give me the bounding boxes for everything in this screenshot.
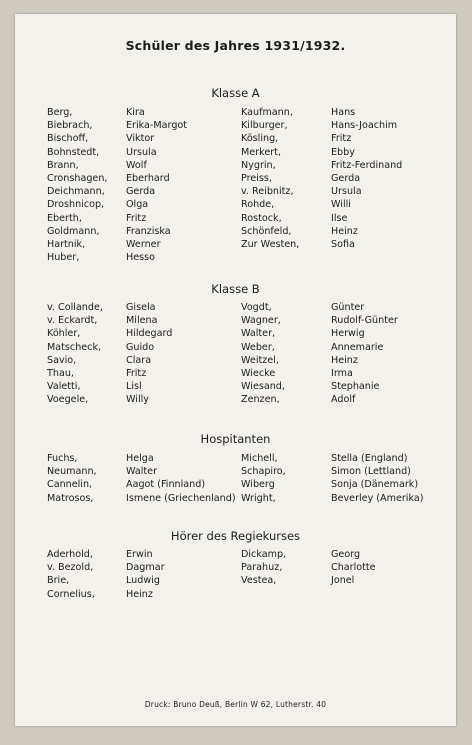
- surname: Vestea,: [241, 575, 277, 587]
- klasse-b-right-list: [241, 301, 431, 407]
- surname: Voegele,: [47, 394, 89, 406]
- name-entry: [47, 380, 221, 393]
- first-name: Hans-Joachim: [331, 120, 398, 132]
- first-name: Willy: [126, 394, 149, 406]
- section-heading-klasse-b: Klasse B: [211, 282, 260, 296]
- surname: Thau,: [47, 367, 74, 379]
- section-heading-hospitanten: Hospitanten: [200, 432, 271, 446]
- name-entry: [241, 341, 431, 354]
- first-name: Fritz-Ferdinand: [331, 159, 403, 171]
- first-name: Gisela: [126, 302, 156, 313]
- surname: Dickamp,: [241, 549, 287, 560]
- surname: Parahuz,: [241, 562, 283, 574]
- surname: v. Bezold,: [47, 562, 94, 574]
- name-entry: [47, 172, 221, 185]
- surname: Schapiro,: [241, 466, 286, 478]
- name-entry: [47, 393, 221, 406]
- surname: Michell,: [241, 453, 278, 464]
- surname: Droshnicop,: [47, 199, 105, 211]
- surname: Eberth,: [47, 212, 82, 224]
- name-entry: [241, 172, 431, 185]
- surname: Walter,: [241, 328, 276, 340]
- name-entry: [241, 238, 431, 251]
- name-entry: [241, 132, 431, 145]
- name-entry: [241, 301, 431, 314]
- name-entry: [241, 452, 431, 465]
- first-name: Erika-Margot: [126, 120, 188, 132]
- surname: Kilburger,: [241, 120, 288, 132]
- surname: Neumann,: [47, 466, 97, 478]
- name-entry: [241, 574, 431, 587]
- name-entry: [241, 465, 431, 478]
- name-entry: [47, 548, 221, 561]
- surname: Brann,: [47, 159, 79, 171]
- first-name: Hans: [331, 107, 356, 118]
- name-entry: [241, 212, 431, 225]
- name-entry: [47, 561, 221, 574]
- first-name: Kira: [126, 107, 145, 118]
- regiekurs-left-list: [47, 548, 221, 601]
- first-name: Beverley (Amerika): [331, 492, 424, 504]
- surname: Wiecke: [241, 367, 276, 379]
- first-name: Irma: [331, 367, 353, 379]
- surname: Kaufmann,: [241, 107, 293, 118]
- first-name: Simon (Lettland): [331, 466, 411, 478]
- first-name: Sonja (Dänemark): [331, 479, 419, 491]
- name-entry: [241, 380, 431, 393]
- name-entry: [241, 159, 431, 172]
- first-name: Charlotte: [331, 562, 376, 574]
- surname: Hartnik,: [47, 238, 86, 250]
- surname: Wiesand,: [241, 381, 285, 393]
- first-name: Walter: [126, 466, 158, 478]
- name-entry: [241, 146, 431, 159]
- surname: Bohnstedt,: [47, 146, 100, 158]
- surname: Zur Westen,: [241, 238, 300, 250]
- first-name: Clara: [126, 354, 152, 366]
- section-heading-regiekurs: Hörer des Regiekurses: [170, 529, 301, 543]
- name-entry: [47, 327, 221, 340]
- surname: Cannelin,: [47, 479, 93, 491]
- surname: Goldmann,: [47, 225, 100, 237]
- name-entry: [47, 106, 221, 119]
- surname: Merkert,: [241, 146, 281, 158]
- surname: Wright,: [241, 492, 276, 504]
- first-name: Adolf: [331, 394, 356, 406]
- document-sheet: [15, 14, 456, 726]
- surname: Kösling,: [241, 133, 279, 145]
- klasse-a-right-list: [241, 106, 431, 251]
- name-entry: [241, 225, 431, 238]
- name-entry: [47, 341, 221, 354]
- first-name: Gerda: [331, 172, 361, 184]
- document-title: Schüler des Jahres 1931/1932.: [125, 38, 346, 53]
- surname: Fuchs,: [47, 453, 78, 464]
- name-entry: [47, 452, 221, 465]
- first-name: Heinz: [331, 225, 358, 237]
- name-entry: [241, 561, 431, 574]
- name-entry: [47, 301, 221, 314]
- surname: Valetti,: [47, 381, 81, 393]
- first-name: Stephanie: [331, 381, 380, 393]
- name-entry: [241, 119, 431, 132]
- first-name: Gerda: [126, 186, 156, 198]
- name-entry: [241, 393, 431, 406]
- first-name: Milena: [126, 315, 158, 327]
- surname: Brie,: [47, 575, 70, 587]
- surname: Vogdt,: [241, 302, 272, 313]
- name-entry: [47, 119, 221, 132]
- first-name: Heinz: [126, 588, 153, 600]
- name-entry: [47, 492, 236, 505]
- surname: Wagner,: [241, 315, 281, 327]
- regiekurs-right-list: [241, 548, 431, 588]
- first-name: Ursula: [331, 186, 362, 198]
- name-entry: [47, 225, 221, 238]
- hospitanten-right-list: [241, 452, 431, 505]
- first-name: Rudolf-Günter: [331, 315, 398, 327]
- name-entry: [47, 132, 221, 145]
- name-entry: [47, 367, 221, 380]
- first-name: Georg: [331, 549, 361, 560]
- name-entry: [241, 367, 431, 380]
- name-entry: [47, 159, 221, 172]
- first-name: Fritz: [126, 212, 147, 224]
- first-name: Hesso: [126, 252, 155, 264]
- first-name: Ismene (Griechenland): [126, 492, 236, 504]
- name-entry: [241, 314, 431, 327]
- name-entry: [241, 548, 431, 561]
- name-entry: [47, 465, 221, 478]
- first-name: Guido: [126, 341, 155, 353]
- first-name: Ursula: [126, 146, 157, 158]
- surname: Matscheck,: [47, 341, 102, 353]
- surname: Rostock,: [241, 212, 282, 224]
- first-name: Heinz: [331, 354, 358, 366]
- first-name: Helga: [126, 453, 154, 464]
- first-name: Annemarie: [331, 341, 384, 353]
- name-entry: [241, 354, 431, 367]
- first-name: Eberhard: [126, 172, 170, 184]
- name-entry: [47, 212, 221, 225]
- surname: Bischoff,: [47, 133, 89, 145]
- surname: Deichmann,: [47, 186, 105, 198]
- name-entry: [47, 588, 221, 601]
- surname: Schönfeld,: [241, 225, 292, 237]
- name-entry: [47, 354, 221, 367]
- surname: v. Eckardt,: [47, 315, 98, 327]
- first-name: Ilse: [331, 212, 348, 224]
- printer-imprint: Druck: Bruno Deuß, Berlin W 62, Lutherstr. 40: [144, 700, 327, 709]
- first-name: Ebby: [331, 146, 355, 158]
- surname: v. Reibnitz,: [241, 186, 294, 198]
- first-name: Erwin: [126, 549, 153, 560]
- name-entry: [47, 314, 221, 327]
- name-entry: [47, 146, 221, 159]
- klasse-b-left-list: [47, 301, 221, 407]
- surname: Matrosos,: [47, 492, 94, 504]
- name-entry: [47, 251, 221, 264]
- surname: Cornelius,: [47, 588, 95, 600]
- first-name: Franziska: [126, 225, 171, 237]
- first-name: Wolf: [126, 159, 147, 171]
- surname: Wiberg: [241, 479, 275, 491]
- first-name: Viktor: [126, 133, 155, 145]
- name-entry: [47, 185, 221, 198]
- first-name: Olga: [126, 199, 149, 211]
- first-name: Aagot (Finnland): [126, 479, 206, 491]
- surname: Nygrin,: [241, 159, 276, 171]
- surname: Biebrach,: [47, 120, 93, 132]
- section-heading-klasse-a: Klasse A: [211, 86, 260, 100]
- klasse-a-left-list: [47, 106, 221, 264]
- first-name: Lisl: [126, 381, 142, 393]
- surname: Huber,: [47, 252, 80, 264]
- surname: Berg,: [47, 107, 73, 118]
- surname: Weber,: [241, 341, 275, 353]
- name-entry: [241, 327, 431, 340]
- surname: Cronshagen,: [47, 172, 108, 184]
- name-entry: [47, 238, 221, 251]
- surname: Aderhold,: [47, 549, 93, 560]
- first-name: Jonel: [331, 575, 355, 587]
- name-entry: [241, 198, 431, 211]
- first-name: Dagmar: [126, 562, 165, 574]
- first-name: Günter: [331, 302, 365, 313]
- first-name: Ludwig: [126, 575, 160, 587]
- name-entry: [241, 185, 431, 198]
- first-name: Stella (England): [331, 453, 408, 464]
- name-entry: [47, 198, 221, 211]
- first-name: Werner: [126, 238, 161, 250]
- surname: Zenzen,: [241, 394, 280, 406]
- surname: Preiss,: [241, 172, 272, 184]
- hospitanten-left-list: [47, 452, 236, 505]
- surname: Rohde,: [241, 199, 275, 211]
- name-entry: [241, 478, 431, 491]
- first-name: Fritz: [331, 133, 352, 145]
- first-name: Sofia: [331, 238, 355, 250]
- surname: v. Collande,: [47, 302, 103, 313]
- name-entry: [241, 106, 431, 119]
- name-entry: [47, 574, 221, 587]
- first-name: Willi: [331, 199, 351, 211]
- surname: Köhler,: [47, 328, 81, 340]
- first-name: Herwig: [331, 328, 365, 340]
- surname: Weitzel,: [241, 354, 279, 366]
- name-entry: [241, 492, 431, 505]
- first-name: Hildegard: [126, 328, 173, 340]
- name-entry: [47, 478, 221, 491]
- first-name: Fritz: [126, 367, 147, 379]
- surname: Savio,: [47, 354, 77, 366]
